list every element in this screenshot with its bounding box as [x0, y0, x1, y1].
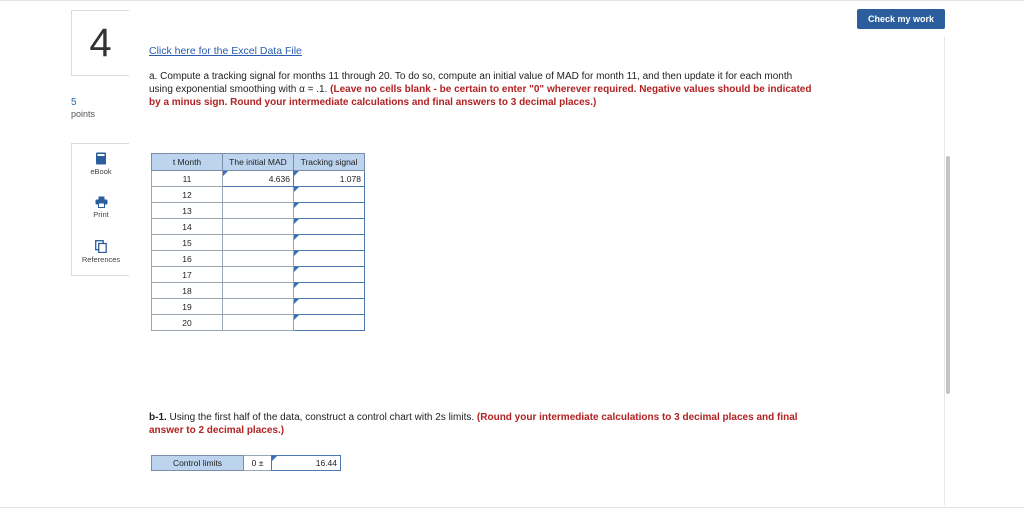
table-row: [152, 187, 365, 203]
mad-cell: [223, 267, 294, 283]
control-limits-label: Control limits: [151, 455, 244, 471]
check-my-work-button[interactable]: Check my work: [857, 9, 945, 29]
printer-icon: [95, 196, 108, 208]
book-icon: [95, 152, 107, 165]
table-row: [152, 219, 365, 235]
tracking-signal-input[interactable]: [294, 235, 365, 251]
part-b1-label: b-1.: [149, 412, 167, 423]
table-row: [152, 203, 365, 219]
tools-panel: [71, 143, 129, 276]
tracking-signal-input[interactable]: [294, 203, 365, 219]
points-label: points: [71, 109, 96, 119]
excel-data-link[interactable]: Click here for the Excel Data File: [149, 45, 302, 57]
table-row: [152, 283, 365, 299]
mad-cell: [223, 187, 294, 203]
header-mad: The initial MAD: [223, 154, 294, 171]
tracking-signal-input[interactable]: [294, 283, 365, 299]
top-divider: [0, 0, 1024, 1]
copy-icon: [95, 240, 107, 253]
print-button[interactable]: [72, 196, 130, 219]
tracking-signal-input[interactable]: [294, 299, 365, 315]
month-cell: 15: [152, 235, 223, 251]
references-label: References: [81, 255, 121, 264]
part-b1-text: Using the first half of the data, construct a control chart with 2s limits.: [166, 412, 477, 423]
table-row: [152, 315, 365, 331]
table-row: [152, 251, 365, 267]
part-b1-warning: (Round your intermediate calculations to 3 decimal places and final answer to 2 decimal places.): [149, 412, 798, 436]
table-header-row: [152, 154, 365, 171]
mad-cell: [223, 219, 294, 235]
month-cell: 17: [152, 267, 223, 283]
mad-input[interactable]: 4.636: [223, 171, 294, 187]
print-label: Print: [93, 210, 109, 219]
header-tracking-signal: Tracking signal: [294, 154, 365, 171]
month-cell: 14: [152, 219, 223, 235]
mad-cell: [223, 315, 294, 331]
month-cell: 12: [152, 187, 223, 203]
mad-cell: [223, 203, 294, 219]
part-a-text: a. Compute a tracking signal for months 11 through 20. To do so, compute an initial value of MAD for month 11, and then update it for each month using exponential smoothing with α = .1.: [149, 71, 793, 95]
ebook-button[interactable]: [72, 152, 130, 176]
mad-cell: [223, 235, 294, 251]
part-b1-instructions: [149, 411, 819, 437]
table-row: [152, 171, 365, 187]
tracking-signal-table: [151, 153, 365, 331]
part-a-warning: (Leave no cells blank - be certain to enter "0" wherever required. Negative values should be indicated by a minus sign. Round your intermediate calculations and final answers to 3 decimal places.): [149, 84, 812, 108]
tracking-signal-input[interactable]: 1.078: [294, 171, 365, 187]
tracking-signal-input[interactable]: [294, 219, 365, 235]
bottom-divider: [0, 507, 1024, 508]
mad-cell: [223, 283, 294, 299]
tracking-signal-input[interactable]: [294, 251, 365, 267]
month-cell: 16: [152, 251, 223, 267]
references-button[interactable]: [72, 240, 130, 264]
month-cell: 18: [152, 283, 223, 299]
table-row: [152, 267, 365, 283]
control-limits-input[interactable]: 16.44: [271, 455, 341, 471]
mad-cell: [223, 251, 294, 267]
table-row: [152, 299, 365, 315]
table-row: [152, 235, 365, 251]
month-cell: 11: [152, 171, 223, 187]
part-a-instructions: [149, 70, 814, 109]
ebook-label: eBook: [90, 167, 112, 176]
month-cell: 20: [152, 315, 223, 331]
tracking-signal-input[interactable]: [294, 187, 365, 203]
points-value: 5: [71, 97, 77, 108]
mad-cell: [223, 299, 294, 315]
month-cell: 19: [152, 299, 223, 315]
month-cell: 13: [152, 203, 223, 219]
header-month: t Month: [152, 154, 223, 171]
scrollbar-thumb[interactable]: [946, 156, 950, 394]
control-limits-center: 0 ±: [244, 455, 271, 471]
tracking-signal-input[interactable]: [294, 315, 365, 331]
question-number: 4: [71, 10, 129, 76]
tracking-signal-input[interactable]: [294, 267, 365, 283]
